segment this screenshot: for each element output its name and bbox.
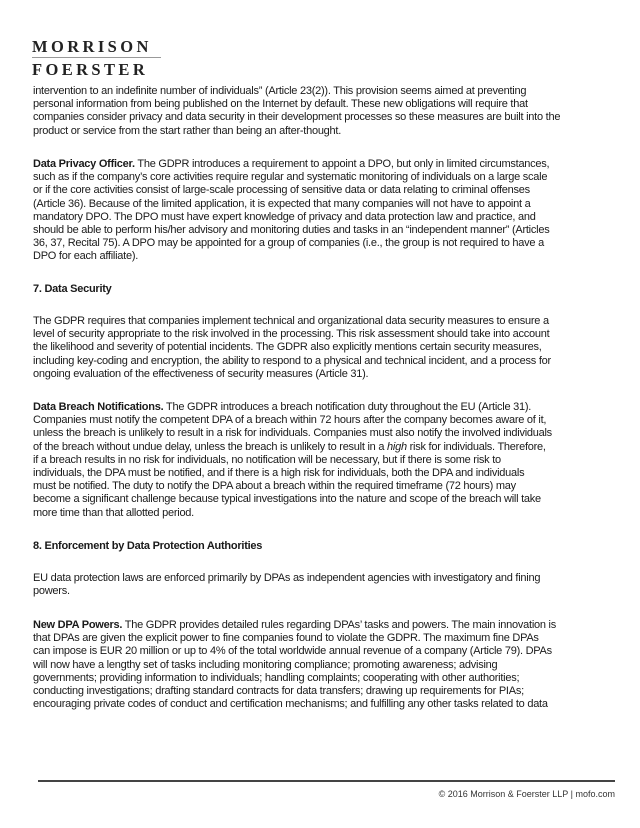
text-line: more time than that allotted period. bbox=[33, 506, 194, 519]
text-line: become a significant challenge because typical investigations into the nature and scope of the breach will take bbox=[33, 493, 541, 506]
text-line bbox=[33, 441, 623, 454]
text-line: can impose is EUR 20 million or up to 4% of the total worldwide annual revenue of a company (Article 79). DPAs bbox=[33, 645, 552, 658]
text-line: product or service from the start rather than being an after-thought. bbox=[33, 124, 342, 137]
text-line: level of security appropriate to the risk involved in the processing. This risk assessment should take into account bbox=[33, 328, 550, 341]
text-line: powers. bbox=[33, 585, 70, 598]
paragraph-lead: Data Privacy Officer. bbox=[33, 158, 135, 170]
paragraph-lead: Data Breach Notifications. bbox=[33, 401, 164, 413]
text-line: individuals, the DPA must be notified, and if there is a high risk for individuals, both the DPA and individuals bbox=[33, 467, 525, 480]
text-line: DPO for each affiliate). bbox=[33, 250, 139, 263]
text-line: intervention to an indefinite number of individuals” (Article 23(2)). This provision seems aimed at preventing bbox=[33, 85, 527, 97]
text-line: such as if the company’s core activities require regular and systematic monitoring of individuals on a large scale bbox=[33, 171, 548, 184]
text-line: companies consider privacy and data security in their development processes so these measures are built into the bbox=[33, 111, 561, 124]
text-line: will now have a lengthy set of tasks including monitoring compliance; promoting awareness; advising bbox=[33, 658, 498, 671]
text-line: unless the breach is unlikely to result in a risk for individuals. Companies must also notify the involved individuals bbox=[33, 427, 552, 440]
text-run: The GDPR introduces a breach notification duty throughout the EU (Article 31). bbox=[163, 401, 532, 413]
footer-copyright: © 2016 Morrison & Foerster LLP | mofo.com bbox=[438, 789, 615, 799]
paragraph-data-privacy-officer bbox=[33, 158, 623, 264]
text-line: (Article 36). Because of the limited application, it is expected that many companies will not have to appoint a bbox=[33, 197, 531, 210]
text-line: 36, 37, Recital 75). A DPO may be appointed for a group of companies (i.e., the group is not required to have a bbox=[33, 237, 544, 250]
section-heading-8: 8. Enforcement by Data Protection Authorities bbox=[33, 540, 263, 552]
text-line: EU data protection laws are enforced primarily by DPAs as independent agencies with investigatory and fining bbox=[33, 572, 541, 584]
text-line: or if the core activities consist of large-scale processing of sensitive data or data relating to criminal offenses bbox=[33, 184, 530, 197]
text-line bbox=[33, 158, 623, 171]
morrison-foerster-logo bbox=[32, 38, 161, 78]
text-run: risk for individuals. Therefore, bbox=[406, 440, 546, 453]
text-line: personal information from being published on the Internet by default. These new obligations will require that bbox=[33, 98, 528, 111]
text-line: ongoing evaluation of the effectiveness of security measures (Article 31). bbox=[33, 367, 369, 380]
emphasis: high bbox=[387, 440, 407, 453]
text-run: of the breach without undue delay, unless the breach is unlikely to result in a bbox=[33, 440, 388, 453]
text-line: conducting investigations; drafting standard contracts for data transfers; drawing up requirements for PIAs; bbox=[33, 685, 524, 698]
text-line: The GDPR requires that companies implement technical and organizational data security measures to ensure a bbox=[33, 315, 549, 327]
text-line: Companies must notify the competent DPA of a breach within 72 hours after the company becomes aware of it, bbox=[33, 414, 547, 427]
paragraph-enforcement bbox=[33, 572, 623, 598]
text-line: governments; providing information to individuals; handling complaints; cooperating with other authorities; bbox=[33, 671, 520, 684]
text-line: mandatory DPO. The DPO must have expert knowledge of privacy and data protection law and practice, and bbox=[33, 210, 536, 223]
paragraph-data-breach-notifications bbox=[33, 401, 623, 520]
text-line: including key-coding and encryption, the ability to respond to a physical and technical incident, and a process for bbox=[33, 354, 551, 367]
text-line: if a breach results in no risk for individuals, no notification will be necessary, but if there is some risk to bbox=[33, 453, 501, 466]
section-heading-7: 7. Data Security bbox=[33, 283, 112, 295]
footer-divider bbox=[38, 780, 615, 782]
paragraph-new-dpa-powers bbox=[33, 619, 623, 711]
logo-line-1: MORRISON bbox=[32, 37, 152, 56]
text-line: should be able to perform his/her advisory and monitoring duties and tasks in an “independent manner” (Articles bbox=[33, 224, 550, 237]
text-run: The GDPR provides detailed rules regarding DPAs’ tasks and powers. The main innovation is bbox=[122, 619, 556, 631]
text-line bbox=[33, 619, 623, 632]
paragraph-privacy-by-design bbox=[33, 85, 623, 138]
text-line: encouraging private codes of conduct and certification mechanisms; and fulfilling any other tasks related to data bbox=[33, 698, 548, 711]
text-line: must be notified. The duty to notify the DPA about a breach within the required timeframe (72 hours) may bbox=[33, 480, 516, 493]
text-run: The GDPR introduces a requirement to appoint a DPO, but only in limited circumstances, bbox=[134, 158, 550, 170]
logo-line-2: FOERSTER bbox=[32, 60, 149, 79]
text-line bbox=[33, 401, 623, 414]
text-line: the likelihood and severity of potential incidents. The GDPR also explicitly mentions certain security measures, bbox=[33, 341, 542, 354]
logo-divider bbox=[32, 57, 161, 58]
paragraph-data-security bbox=[33, 315, 623, 381]
paragraph-lead: New DPA Powers. bbox=[33, 619, 123, 631]
text-line: that DPAs are given the explicit power to fine companies found to violate the GDPR. The maximum fine DPAs bbox=[33, 632, 539, 645]
